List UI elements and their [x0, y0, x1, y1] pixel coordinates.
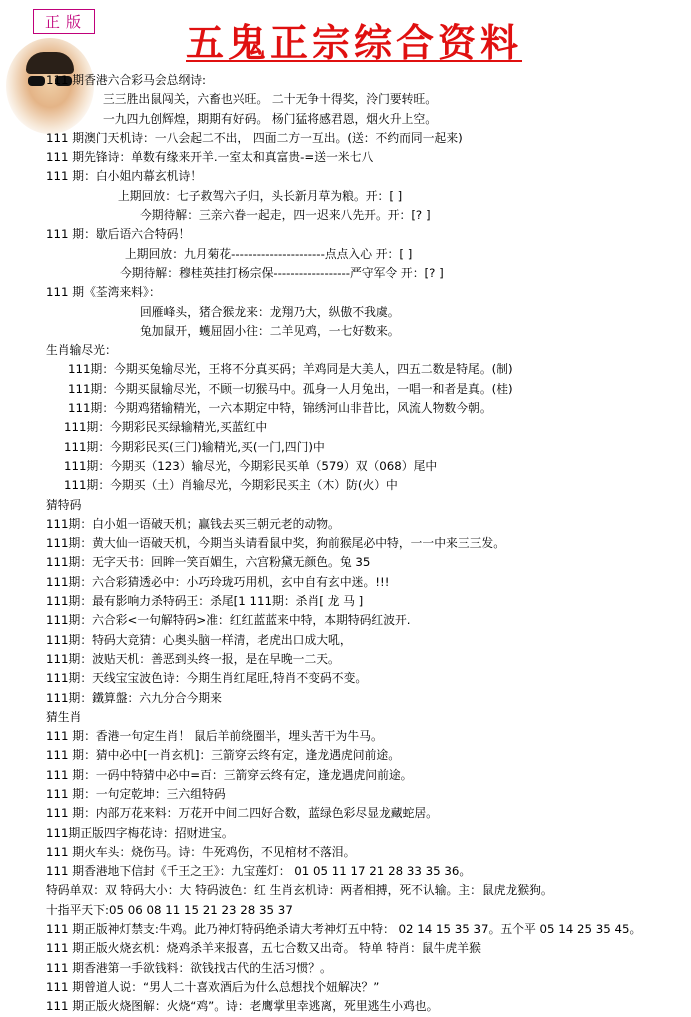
content-line: 111 期先锋诗：单数有缘来开羊.一室太和真富贵-=送一米七八	[46, 150, 374, 165]
content-line: 111 期：白小姐内幕玄机诗！	[46, 169, 203, 184]
content-line: 111期：今期买（土）肖输尽光，今期彩民买主（木）防(火）中	[64, 478, 398, 493]
content-line: 111期：今期买鼠输尽光，不顾一切猴马中。孤身一人月兔出，一唱一和者是真。(桂)	[68, 381, 513, 396]
content-lines	[0, 71, 691, 1017]
content-line: 兔加鼠开，蠖屈固小往：二羊见鸡，一七好数来。	[140, 323, 400, 338]
content-line: 111 期：内部万花来料：万花开中间二四好合数，蓝绿色彩尽显龙藏蛇居。	[46, 806, 438, 821]
content-line: 今期待解：三亲六眷一起走，四一迟来八先开。开：[? ]	[140, 208, 431, 223]
content-line: 今期待解：穆桂英挂打杨宗保------------------严守军令 开：[? ]	[120, 265, 444, 280]
content-line: 111 期：猜中必中[一肖玄机]：三箭穿云终有定，逢龙遇虎问前途。	[46, 748, 400, 763]
content-line: 111期：六合彩猜透必中：小巧玲珑巧用机，玄中自有玄中迷。!!!	[46, 574, 390, 589]
content-line: 猜特码	[46, 497, 82, 512]
content-line: 111期：今期彩民买(三门)输精光,买(一门,四门)中	[64, 439, 325, 454]
content-line: 猜生肖	[46, 709, 82, 724]
content-line: 特码单双：双 特码大小：大 特码波色：红 生肖玄机诗：两者相搏，死不认输。主：鼠虎龙猴狗。	[46, 883, 553, 898]
content-line: 111期：波贴天机：善恶到头终一报，是在早晚一二天。	[46, 651, 340, 666]
content-line: 三三胜出鼠闯关，六畜也兴旺。 二十无争十得奖，泠门要转旺。	[103, 92, 438, 107]
content-line: 111期：天线宝宝波色诗：今期生肖红尾旺,特肖不变码不变。	[46, 671, 368, 686]
content-line: 111期：今期买（123）输尽光，今期彩民买单（579）双（068）尾中	[64, 458, 438, 473]
content-line: 111期：特码大竞猜：心奥头脑一样清，老虎出口成大吼，	[46, 632, 352, 647]
content-line: 111期：今期彩民买绿输精光,买蓝红中	[64, 420, 268, 435]
page-title: 五鬼正宗综合资料	[186, 21, 523, 65]
content-line: 111期：鐵算盤：六九分合今期来	[46, 690, 222, 705]
content-line: 回雁峰头，猪合猴龙来：龙翔乃大，纵傲不我虞。	[140, 304, 400, 319]
content-line: 111 期：歇后语六合特码！	[46, 227, 191, 242]
content-line: 上期回放：七子救驾六子归，头长新月草为粮。开：[ ]	[118, 188, 403, 203]
content-line: 111 期正版神灯禁支:牛鸡。此乃神灯特码绝杀请大考神灯五中特： 02 14 15 35 37。五个平 05 14 25 35 45。	[46, 922, 642, 937]
content-line: 111期：六合彩<一句解特码>准：红红蓝蓝来中特，本期特码红波开.	[46, 613, 411, 628]
content-line: 111期：今期鸡猪输精光，一六本期定中特，锦绣河山非昔比，风流人物数今朝。	[68, 401, 492, 416]
content-line: 111 期香港地下信封《千王之王》：九宝莲灯： 01 05 11 17 21 28 33 35 36。	[46, 864, 472, 879]
content-line: 111期：无字天书：回眸一笑百媚生，六宫粉黛无颜色。兔 35	[46, 555, 371, 570]
content-line: 111 期香港六合彩马会总纲诗:	[46, 73, 207, 87]
content-line: 111期：最有影响力杀特码王：杀尾[1 111期：杀肖[ 龙 马 ]	[46, 594, 364, 609]
edition-badge: 正版	[33, 9, 95, 34]
content-line: 111 期正版火烧图解：火烧“鸡”。诗：老鹰掌里幸逃离，死里逃生小鸡也。	[46, 999, 439, 1014]
content-line: 上期回放：九月菊花----------------------点点入心 开：[ ]	[125, 246, 413, 261]
content-line: 一九四九创辉煌，期期有好码。 杨门猛将感君恩，烟火升上空。	[103, 111, 438, 126]
content-line: 111 期香港第一手欲钱料：欲钱找古代的生活习惯？。	[46, 960, 332, 975]
content-line: 111期正版四字梅花诗：招财进宝。	[46, 825, 234, 840]
content-line: 111 期正版火烧玄机：烧鸡杀羊来报喜，五七合数又出奇。 特单 特肖：鼠牛虎羊猴	[46, 941, 481, 956]
content-line: 111期：白小姐一语破天机；赢钱去买三朝元老的动物。	[46, 516, 340, 531]
content-line: 111期：黄大仙一语破天机，今期当头请看鼠中奖，狗前猴尾必中特，一一中来三三发。	[46, 536, 506, 551]
content-line: 生肖输尽光：	[46, 343, 117, 358]
content-line: 111 期澳门天机诗：一八会起二不出， 四面二方一互出。(送：不约而同一起来)	[46, 130, 463, 145]
content-line: 111期：今期买兔输尽光，王将不分真买码；羊鸡同是大美人，四五二数是特尾。(制)	[68, 362, 513, 377]
content-line: 111 期《荃湾来料》：	[46, 285, 161, 300]
content-line: 111 期曾道人说：“男人二十喜欢酒后为什么总想找个妞解决？”	[46, 979, 380, 994]
content-line: 111 期：香港一句定生肖！ 鼠后羊前绕圈半，埋头苦干为牛马。	[46, 729, 383, 744]
content-line: 111 期：一码中特猜中必中=百：三箭穿云终有定，逢龙遇虎问前途。	[46, 767, 413, 782]
content-line: 111 期火车头：烧伤马。诗：牛死鸡伤，不见棺材不落泪。	[46, 844, 356, 859]
content-line: 111 期：一句定乾坤：三六组特码	[46, 786, 226, 801]
content-line: 十指平天下:05 06 08 11 15 21 23 28 35 37	[46, 902, 293, 917]
